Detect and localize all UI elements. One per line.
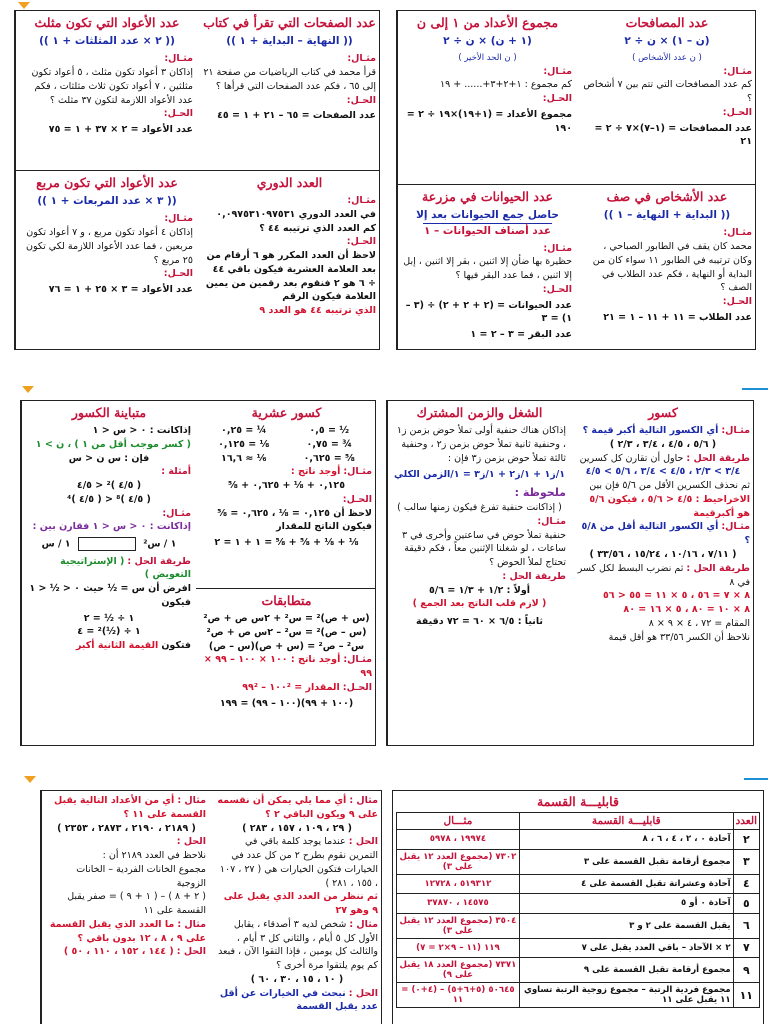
line-1: إذاكانت : ٠ < س < ١	[92, 425, 191, 437]
example-options: ( ٥/٦ ، ٤/٥ ، ٣/٤ ، ٢/٣ )	[609, 438, 717, 450]
card-remainder	[211, 791, 382, 1024]
solution2-text: نبحث في الخيارات عن أقل عدد يقبل القسمة	[219, 987, 378, 1013]
example-row	[216, 794, 378, 822]
example2-text: شخص لديه ٣ أصدقاء ، يقابل الأول كل ٥ أيام ، والثاني كل ٣ أيام ، والثالث كل يومين ، فإذا التقوا الآن ، فبعد كم يوم يلتقوا مرة أخرى ؟	[218, 918, 378, 972]
card-formula: (( ٣ × عدد المربعات + ١ ))	[37, 195, 177, 208]
example-text: أي من الأعداد التالية يقبل القسمة على ١١ ؟	[53, 795, 206, 820]
row-number: ٥	[733, 894, 759, 914]
header-example: مثـــال	[397, 813, 520, 830]
chain: ٣/٤ > ٢/٣ ، ٤/٥ > ٣/٤ ، ٥/٦ > ٤/٥	[585, 466, 741, 478]
example-label: مثال :	[349, 795, 378, 806]
example2-text: أي الكسور التالية أقل من ٥/٨ ؟	[581, 521, 750, 547]
card-title: عدد الأعواد التي تكون مثلث	[34, 15, 180, 30]
example-text: أوجد ناتج :	[290, 466, 341, 478]
example-label: مثـال:	[721, 425, 750, 437]
section-marker-icon	[22, 386, 34, 393]
solution-label: طريقة الحل :	[127, 555, 191, 567]
card-squares	[15, 171, 198, 350]
note-2: ( لازم قلب الناتج بعد الجمع )	[412, 598, 547, 610]
example-label: مثال :	[177, 795, 206, 806]
card-formula: (( النهاية – البداية + ١ ))	[226, 35, 353, 48]
row-rule: آحادة ٠ ، ٢ ، ٤ ، ٦ ، ٨	[519, 830, 733, 850]
result-row	[27, 639, 191, 653]
solution-method: ( الإستراتيجية التعويض )	[60, 555, 191, 581]
conclusion: نلاحظ أن الكسر ٣٣/٥٦ هو أقل قيمة	[608, 631, 750, 643]
example-text: في العدد الدوري ٠,٠٩٧٥٣١٠٩٧٥٣١ كم العدد الذي ترتيبه ٤٤ ؟	[216, 208, 376, 234]
solution-label: الحل :	[176, 836, 206, 848]
card-title: متطابقات	[261, 593, 312, 608]
solution-label: الحـل:	[346, 94, 376, 106]
solution-label: الحـل:	[542, 93, 572, 105]
card-title: كسور عشرية	[251, 405, 322, 420]
solution-label: الحـل:	[342, 493, 372, 505]
divisibility-wrap	[393, 791, 763, 1008]
calc-2: ١ ÷ (½)² = ٤	[77, 626, 141, 638]
compare-row	[27, 537, 191, 551]
divisibility-table	[396, 812, 760, 1008]
note-2: الاخراحيط : ٤/٥ < ٥/٦ ، فيكون ٥/٦ هو أكبرقيمة	[589, 493, 750, 519]
solution-label: طريقة الحل :	[686, 452, 750, 464]
solution-text: لاحظ أن ٠,١٢٥ = ⅛ ، ٠,٦٢٥ = ⅝	[217, 507, 372, 519]
row-example: ٥٠٦٤٥ (٥+٦+٥) – (٤+٠) = ١١	[397, 983, 520, 1008]
example-label: مثـال:	[343, 466, 372, 478]
row-rule: آحادة ٠ أو ٥	[519, 894, 733, 914]
answer: عدد الصفحات = ٦٥ – ٢١ + ١ = ٤٥	[217, 110, 376, 122]
solution-text-2: فيكون الناتج للمقدار	[276, 521, 372, 533]
example2-label: مثـال:	[721, 521, 750, 533]
right-panel-section1	[396, 10, 756, 350]
example-text: كم عدد المصافحات التي تتم بين ٧ أشخاص ؟	[583, 79, 752, 105]
example-text: حظيرة بها ضأن إلا اثنين ، بقر إلا اثنين ، إبل إلا اثنين ، فما عدد البقر فيها ؟	[403, 256, 572, 282]
card-title: كسور	[648, 405, 678, 420]
solution-text: نلاحظ في العدد ٢١٨٩ أن :	[102, 850, 206, 862]
solution2-row	[47, 945, 206, 959]
card-repeating	[198, 171, 380, 350]
example-row	[201, 465, 372, 479]
card-note: ( ن عدد الأشخاص )	[632, 53, 702, 64]
answer: عدد المصافحات = (١–٧)×٧ ÷ ٢ = ٢١	[594, 122, 752, 148]
row-number: ٤	[733, 874, 759, 894]
left-panel-section3	[40, 790, 382, 1024]
example-text: محمد كان يقف في الطابور الصباحي ، وكان ترتيبه في الطابور ١١ سواء كان من البداية أو النهاية ، فكم عدد الطلاب في الصف ؟	[592, 241, 752, 294]
table-row	[397, 830, 760, 850]
example-label: مثـال:	[543, 242, 572, 254]
line-3: فإن : س ن < س	[68, 452, 150, 464]
example-text: حنفية تملأ حوض في ساعتين وأخرى في ٣ ساعات ، لو شغلنا الإثنين معاً ، فكم دقيقة تحتاج لملأ الحوض ؟	[401, 529, 566, 569]
options-2: ( ١٠ ، ١٥ ، ٣٠ ، ٦٠ )	[250, 973, 344, 985]
example2-options: ( ٧/١١ ، ١٠/١٦ ، ١٥/٢٤ ، ٣٣/٥٦ )	[589, 549, 737, 561]
table-row	[397, 913, 760, 938]
compare-left: ١ / س	[41, 538, 71, 550]
example-label: مثـال:	[347, 195, 376, 207]
solution2-row	[576, 562, 750, 590]
options-2: ( ١٤٤ ، ١٥٢ ، ١١٠ ، ٥٠ )	[63, 946, 174, 958]
solution-label: الحل :	[348, 836, 378, 848]
row-number: ٧	[733, 938, 759, 958]
card-formula-denominator: عدد أصناف الحيوانات – ١	[423, 223, 552, 239]
card-title: العدد الدوري	[256, 175, 323, 190]
row-example: ٧٣٠٢ (مجموع العدد ١٢ يقبل على ٣)	[397, 849, 520, 874]
calc: ( ٢ + ٨ ) – ( ١ + ٩ ) = صفر يقبل القسمة على ١١	[67, 891, 206, 917]
example-2: ( ٤/٥ )⁸ < ( ٤/٥ )⁴	[67, 493, 151, 505]
solution2-row	[216, 987, 378, 1015]
card-title: عدد الأعواد التي تكون مربع	[36, 175, 178, 190]
row-rule: يقبل القسمة على ٢ و ٣	[519, 913, 733, 938]
example2-row	[576, 520, 750, 548]
solution-row	[576, 452, 750, 466]
solution-text: لاحظ أن العدد المكرر هو ٦ أرقام من بعد العلامة العشرية فيكون باقي ٤٤ ÷ ٦ هو ٢ فنقوم بعد رقمين من يمين العلامة فيكون الرقم	[205, 250, 376, 303]
row-example: ١١٩ (١١ – ٩×٢ = ٧)	[397, 938, 520, 958]
solution-row	[27, 555, 191, 583]
identity-3: س² – ص² = (س + ص)(س – ص)	[208, 640, 365, 652]
decimal-item: ١٦,٦ ≈ ⅙	[221, 452, 267, 464]
solution-label: الحـل:	[163, 268, 193, 280]
row-example: ٣٥٠٤ (مجموع العدد ١٢ يقبل على ٣)	[397, 913, 520, 938]
work-formula: ١/ز١ + ١/ز٢ + ١/ز٣ = ١/الزمن الكلي	[393, 469, 566, 481]
example-text: قرأ محمد في كتاب الرياضيات من صفحة ٢١ إلى ٦٥ ، فكم عدد الصفحات التي قرأها ؟	[203, 67, 376, 92]
example-label: مثـال:	[537, 515, 566, 527]
example-text: أي مما يلي يمكن أن نقسمه على ٩ ويكون الباقي ٢ ؟	[217, 795, 378, 820]
example-expr: ٠,١٢٥ + ⅛ + ٠,٦٢٥ + ⅝	[227, 480, 346, 492]
answer-2: عدد البقر = ٣ – ٢ = ١	[470, 329, 572, 341]
decimal-item: ٠,٢٥ = ¼	[221, 425, 267, 437]
solution-label: الحـل:	[542, 283, 572, 295]
example-row	[576, 424, 750, 438]
row-example: ٧٣٧١ (مجموع العدد ١٨ يقبل على ٩)	[397, 958, 520, 983]
divider-line	[742, 388, 768, 390]
row-rule: مجموع فردية الرتبة – مجموع زوجية الرتبة تساوي ١١ يقبل على ١١	[519, 983, 733, 1008]
divider-line	[744, 778, 768, 780]
example-label: مثـال:	[164, 53, 193, 65]
card-formula: (١ + ن) × ن ÷ ٢	[443, 35, 532, 48]
card-formula: (ن – ١) × ن ÷ ٢	[624, 35, 710, 48]
card-sum	[397, 11, 577, 185]
example2-label: مثال :	[349, 918, 378, 930]
card-title: الشغل والزمن المشترك	[416, 405, 543, 420]
solution-text: افرض أن س = ½ حيث ٠ < ½ < ١ فيكون	[29, 583, 191, 608]
decimal-item: ٠,٦٢٥ = ⅝	[303, 452, 355, 464]
table-row	[397, 983, 760, 1008]
row-number: ٣	[733, 849, 759, 874]
card-work-time	[387, 401, 571, 746]
answer: عدد الأعواد = ٣ × ٢٥ + ١ = ٧٦	[48, 284, 193, 296]
example-label: مثـال:	[723, 65, 752, 77]
calc-1: ٨ × ٧ = ٥٦ ، ٥ × ١١ = ٥٥ < ٥٦	[603, 590, 750, 602]
card-inequalities	[21, 401, 196, 746]
example2-row	[216, 918, 378, 973]
options: ( ٢١٨٩ ، ٢١٩٠ ، ٢٨٧٣ ، ٢٣٥٣ )	[57, 822, 196, 834]
card-handshakes	[577, 11, 756, 185]
section-marker-icon	[18, 2, 30, 9]
table-row	[397, 894, 760, 914]
answer: عدد الحيوانات = (٢ + ٢ + ٢) ÷ (٣ – ١) = ٣	[405, 299, 572, 325]
example-text: إذاكان ٣ أعواد تكون مثلث ، ٥ أعواد تكون مثلثين ، ٧ أعواد تكون ثلاث مثلثات ، فكم عدد الأعواد اللازمة لتكون ٣٧ مثلث ؟	[31, 67, 193, 106]
intro-text: إذاكان هناك حنفية أولى تملأ حوض بزمن ز١ ، وحنفية ثانية تملأ حوض بزمن ز٢ ، وحنفية ثالثة تملأ حوض بزمن ز٣ فإن :	[396, 425, 566, 464]
calc-1: ١ ÷ ½ = ٢	[83, 612, 135, 624]
row-rule: ٢ × الآحاد – باقي العدد يقبل على ٧	[519, 938, 733, 958]
right-panel-section3	[392, 790, 764, 1024]
solution-text-2: مجموع الخانات الفردية – الخانات الزوجية	[76, 863, 206, 889]
example-label: مثـال:	[343, 654, 372, 666]
solution2-label: طريقة الحل :	[686, 562, 750, 574]
row-number: ١١	[733, 983, 759, 1008]
decimal-item: ٠,١٢٥ = ⅛	[218, 438, 270, 450]
note-1: ثم نحذف الكسرين الأقل من ٥/٦ فإن بين	[589, 480, 750, 492]
card-note: ( ن الحد الأخير )	[458, 53, 517, 64]
decimals-grid	[201, 424, 372, 465]
table-row	[397, 938, 760, 958]
example-row	[47, 794, 206, 822]
row-example: ١٩٩٧٤ ، ٥٩٧٨	[397, 830, 520, 850]
example-text: إذاكان ٤ أعواد تكون مربع ، و ٧ أعواد تكون مربعين ، فما عدد الأعواد اللازمة لكي تكون ٢٥ مربع ؟	[26, 227, 193, 266]
left-panel-section2	[20, 400, 376, 746]
step-1: أولاً : ١/٢ + ١/٣ = ٥/٦	[428, 584, 531, 596]
result: القيمة الثانية أكبر	[75, 640, 159, 652]
example-row	[201, 653, 372, 681]
answer: ثم ننظر من العدد الذي يقبل على ٩ وهو ٢٧	[223, 891, 378, 917]
card-pages	[198, 11, 380, 171]
row-number: ٦	[733, 913, 759, 938]
card-title: عدد الصفحات التي تقرأ في كتاب	[203, 15, 376, 30]
calc-2: ٨ × ١٠ = ٨٠ ، ٥ × ١٦ = ٨٠	[623, 604, 750, 616]
answer: عدد الطلاب = ١١ + ١١ – ١ = ٢١	[603, 311, 752, 323]
example2-label: مثال :	[177, 918, 206, 930]
row-example: ١٤٥٧٥ ، ٣٧٨٧٠	[397, 894, 520, 914]
card-title: مجموع الأعداد من ١ إلى ن	[416, 15, 559, 30]
example-label: مثـال:	[164, 213, 193, 225]
card-identities	[196, 589, 376, 746]
card-fractions	[571, 401, 754, 746]
result-prefix: فتكون	[161, 640, 191, 652]
example-text: كم مجموع : ١+٢+٣+...... + ١٩	[440, 79, 572, 91]
solution-label: الحـل:	[342, 681, 372, 693]
card-formula: حاصل جمع الحيوانات بعد إلا	[416, 209, 559, 222]
row-rule: آحادة وعشراتة تقبل القسمة على ٤	[519, 874, 733, 894]
note-text: ( إذاكانت حنفية تفرغ فيكون زمنها سالب )	[397, 502, 562, 514]
solution-text: عندما يوجد كلمة باقي في التمرين نقوم بطرح ٢ من كل عدد في الخيارات فتكون الخيارات هي ( ٢٧ ، ١٠٧ ، ١٥٥ ، ٢٨١ )	[219, 836, 378, 889]
identity-1: (س + ص)² = س² + ٢س ص + ص²	[203, 613, 370, 625]
header-rule: قابليـــة القسمة	[519, 813, 733, 830]
examples-label: أمثلة :	[161, 466, 191, 478]
line-2: ( كسر موجب أقل من ١ ) ، ن > ١	[35, 438, 191, 450]
example-1: ( ٤/٥ )² < ٤/٥	[76, 480, 142, 492]
example-label: مثـال:	[347, 53, 376, 65]
card-title: قابليـــة القسمة	[537, 794, 619, 809]
decimal-item: ٠,٥ = ½	[309, 425, 350, 437]
example-text: أوجد ناتج : ١٠٠ × ١٠٠ – ٩٩ × ٩٩	[203, 654, 372, 680]
card-animals	[397, 185, 577, 350]
solution2-label: الحل :	[348, 987, 378, 999]
row-number: ٩	[733, 958, 759, 983]
example-label: مثـال:	[162, 507, 191, 519]
card-people-row	[577, 185, 756, 350]
answer: عدد الأعواد = ٢ × ٣٧ + ١ = ٧٥	[48, 124, 193, 136]
row-number: ٢	[733, 830, 759, 850]
card-title: عدد الحيوانات في مزرعة	[422, 189, 553, 204]
example-text: إذاكانت : ٠ < س < ١ فقارن بين :	[32, 521, 191, 533]
solution2-label: الحل :	[176, 946, 206, 958]
table-row	[397, 874, 760, 894]
table-row	[397, 849, 760, 874]
table-row	[397, 958, 760, 983]
row-rule: مجموع أرقامة تقبل القسمة على ٩	[519, 958, 733, 983]
example2-text: ما العدد الذي يقبل القسمة على ٩ ، ٨ ، ١٢ بدون باقي ؟	[49, 918, 206, 944]
compare-right: ١ / س²	[143, 538, 177, 550]
example-label: مثـال:	[723, 227, 752, 239]
answer: مجموع الأعداد = (١+١٩)×١٩ ÷ ٢ = ١٩٠	[406, 108, 572, 134]
solution2-text: ثم نضرب البسط لكل كسر في ٨	[577, 562, 750, 588]
card-formula: (( ٢ × عدد المثلثات + ١ ))	[39, 35, 175, 48]
row-example: ٥١٩٣١٢ ، ١٢٧٢٨	[397, 874, 520, 894]
table-header-row	[397, 813, 760, 830]
left-panel-section1	[14, 10, 380, 350]
solution-label: الحـل:	[346, 236, 376, 248]
answer: (١٠٠ + ٩٩)(١٠٠ – ٩٩) = ١٩٩	[219, 697, 354, 709]
solution-label: الحـل:	[722, 296, 752, 308]
solution-row	[216, 835, 378, 890]
header-number: العدد	[733, 813, 759, 830]
example-text: أي الكسور التالية أكبر قيمة ؟	[582, 425, 719, 437]
options: ( ٢٩ ، ١٠٩ ، ١٥٧ ، ٢٨٣ )	[242, 822, 352, 834]
section-marker-icon	[24, 776, 36, 783]
right-panel-section2	[386, 400, 754, 746]
card-decimals	[196, 401, 376, 589]
solution-text: المقدار = ١٠٠² – ٩٩²	[242, 681, 340, 693]
card-title: عدد المصافحات	[625, 15, 709, 30]
example-label: مثـال:	[543, 65, 572, 77]
card-title: عدد الأشخاص في صف	[606, 189, 728, 204]
row-rule: مجموع أرقامة تقبل القسمة على ٣	[519, 849, 733, 874]
note-label: ملحوظة :	[514, 486, 566, 500]
answer: الذي ترتيبه ٤٤ هو العدد ٩	[259, 305, 376, 317]
calc-3: المقام = ٧٢ ، ٤ × ٩ × ٨	[648, 617, 750, 629]
solution-row	[201, 681, 372, 695]
solution-text: حاول أن تقارن كل كسرين	[579, 452, 684, 464]
example2-row	[47, 918, 206, 946]
card-triangles	[15, 11, 198, 171]
step-2: ثانياً : ٦/٥ × ٦٠ = ٧٢ دقيقة	[416, 616, 543, 628]
compare-box[interactable]	[78, 537, 136, 551]
card-divisible-11	[41, 791, 211, 1024]
card-formula: (( البداية + النهاية – ١ ))	[603, 209, 731, 222]
identity-2: (س – ص)² = س² – ٢س ص + ص²	[206, 626, 367, 638]
solution-label: الحـل:	[722, 106, 752, 118]
solution-label: طريقة الحل :	[502, 570, 566, 582]
solution-label: الحـل:	[163, 108, 193, 120]
answer: ⅛ + ⅛ + ⅝ + ⅝ = ١ + ١ = ٢	[214, 537, 359, 549]
decimal-item: ٠,٧٥ = ¾	[306, 438, 352, 450]
card-title: متباينة الكسور	[71, 405, 147, 420]
